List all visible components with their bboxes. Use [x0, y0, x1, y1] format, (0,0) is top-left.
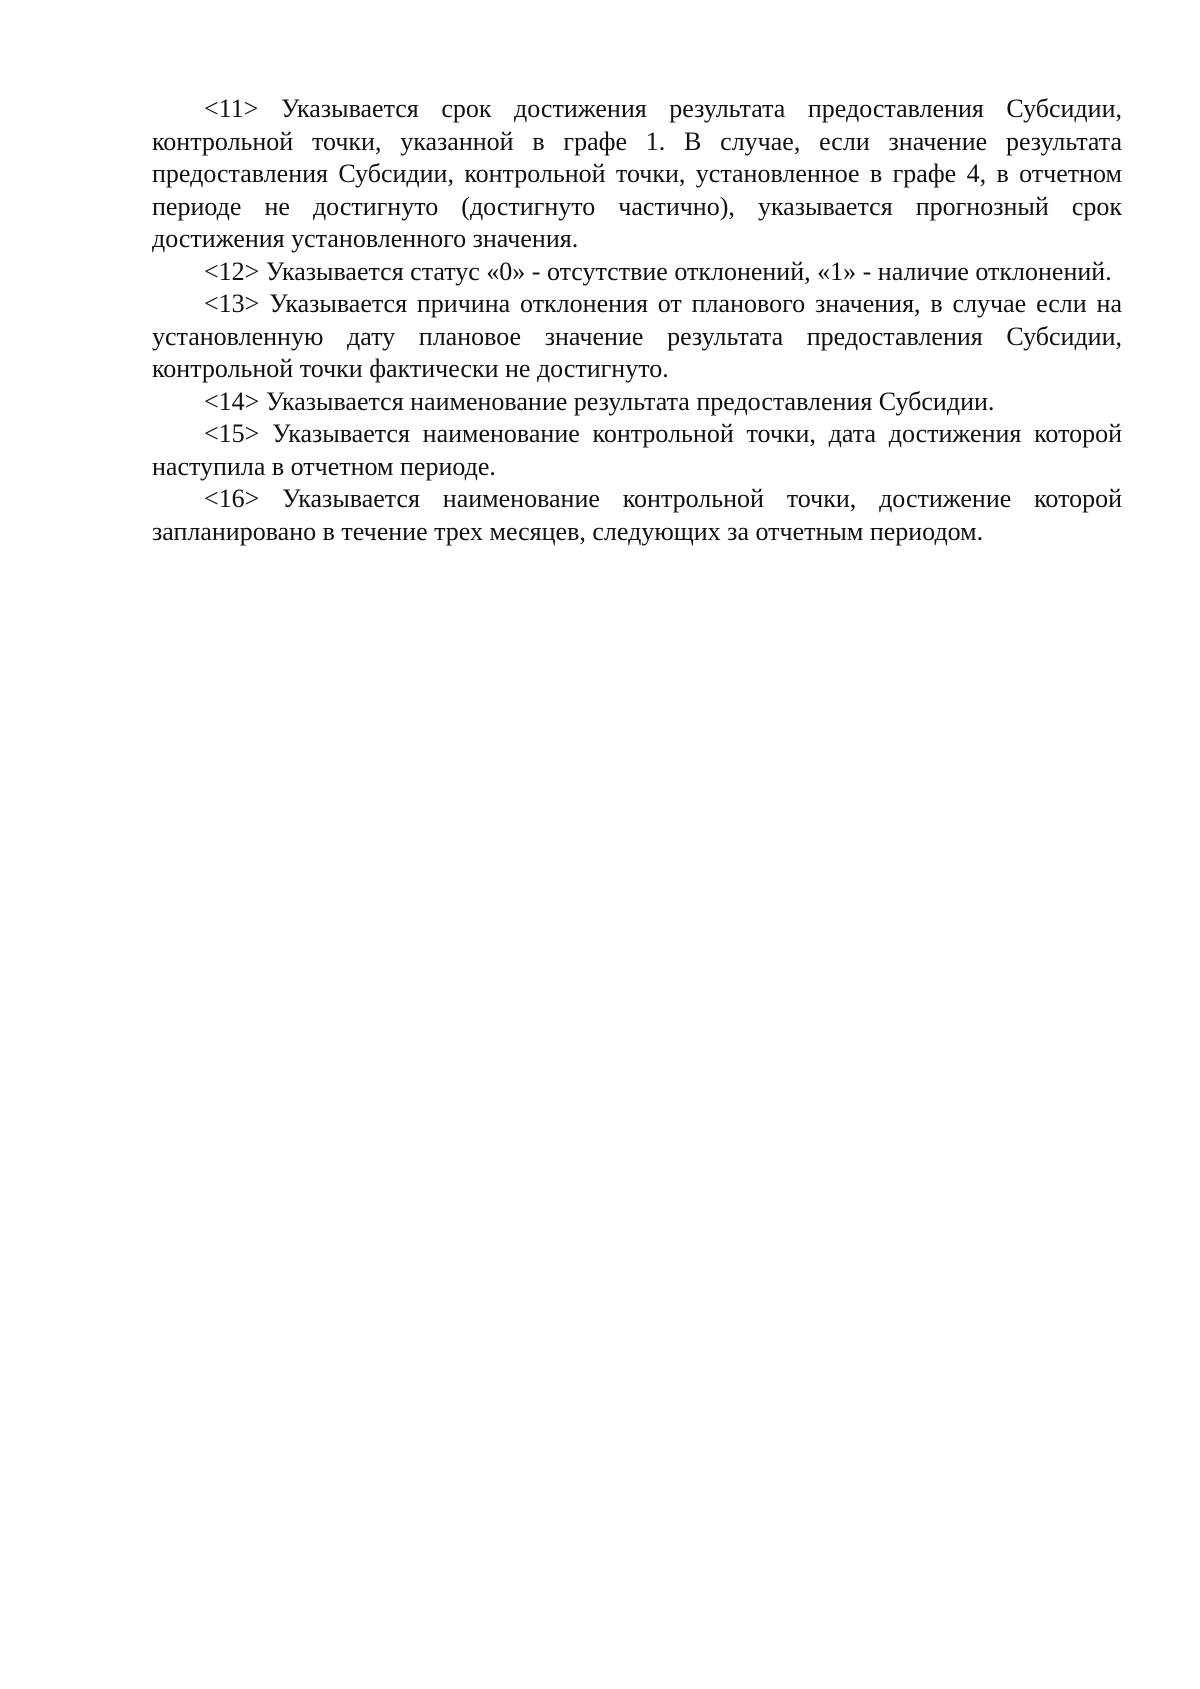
footnote-marker: <14>	[204, 386, 260, 416]
footnote-11	[152, 93, 1122, 256]
footnotes-block	[152, 93, 1122, 548]
footnote-marker: <16>	[204, 484, 260, 513]
footnote-text: Указывается статус «0» - отсутствие отклонений, «1» - наличие отклонений.	[265, 256, 1112, 286]
footnote-marker: <13>	[204, 289, 260, 318]
footnote-text: Указывается наименование контрольной точки, достижение которой запланировано в течение трех месяцев, следующих за отчетным периодом.	[152, 484, 1123, 546]
footnote-16	[152, 483, 1122, 548]
footnote-15	[152, 418, 1122, 483]
footnote-text: Указывается наименование контрольной точки, дата достижения которой наступила в отчетном периоде.	[152, 419, 1123, 481]
footnote-marker: <15>	[204, 419, 260, 448]
footnote-marker: <11>	[204, 94, 259, 123]
footnote-text: Указывается причина отклонения от планового значения, в случае если на установленную дату плановое значение результата предоставления Субсидии, контрольной точки фактически не достигнуто.	[152, 289, 1123, 383]
footnote-12	[152, 256, 1122, 289]
footnote-14	[152, 386, 1122, 419]
footnote-marker: <12>	[204, 256, 260, 286]
footnote-text: Указывается наименование результата предоставления Субсидии.	[265, 386, 995, 416]
footnote-13	[152, 288, 1122, 386]
footnote-text: Указывается срок достижения результата предоставления Субсидии, контрольной точки, указанной в графе 1. В случае, если значение результата предоставления Субсидии, контрольной точки, установленное в графе 4, в отчетном периоде не достигнуто (достигнуто частично), указывается прогнозный срок достижения установленного значения.	[152, 94, 1122, 253]
